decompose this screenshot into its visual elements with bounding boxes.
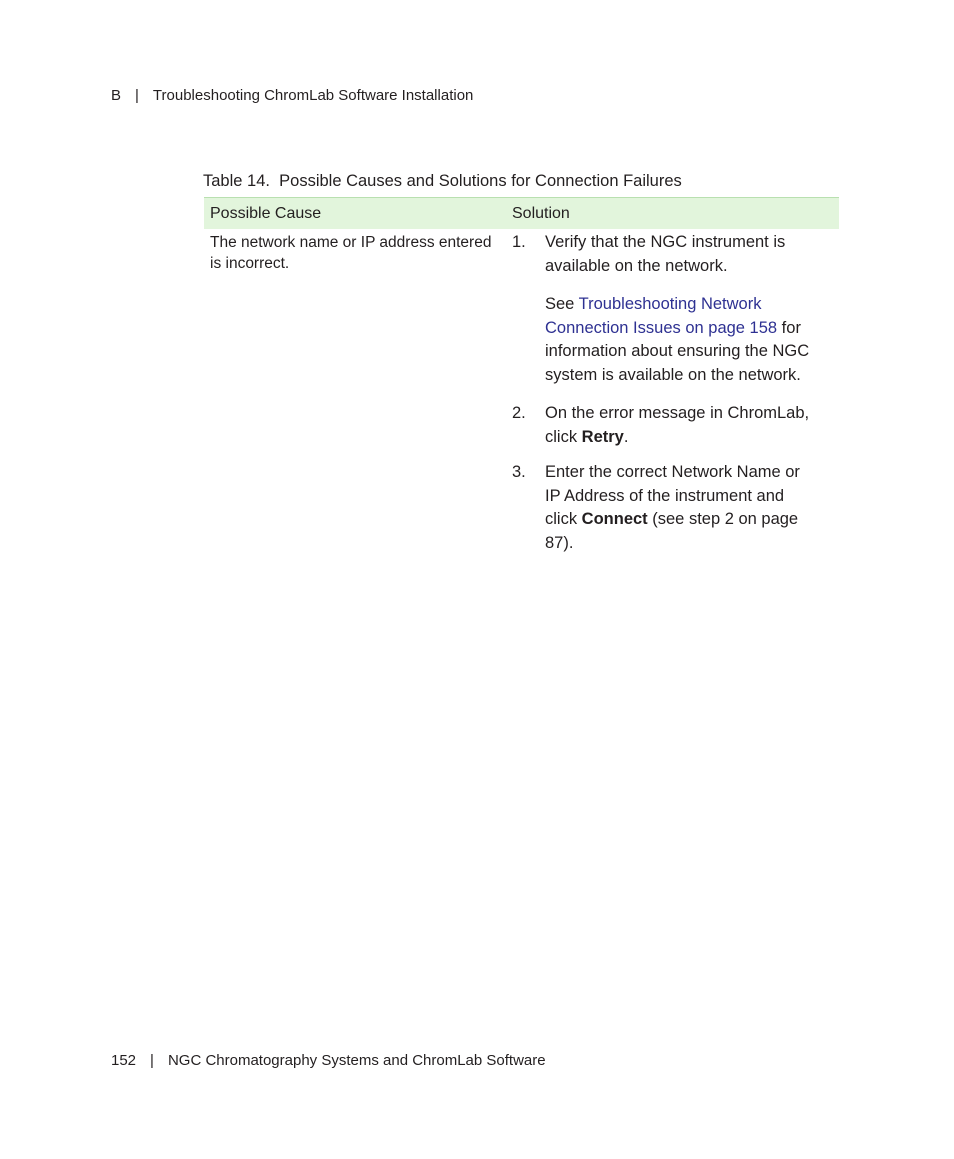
retry-ui-term: Retry <box>581 427 624 446</box>
footer-title: NGC Chromatography Systems and ChromLab Software <box>167 1052 546 1069</box>
header-separator: | <box>135 87 139 104</box>
column-header-possible-cause: Possible Cause <box>210 204 322 222</box>
solution-step-3 <box>512 461 819 555</box>
step-text-suffix: . <box>623 427 629 446</box>
header-title: Troubleshooting ChromLab Software Installation <box>152 87 474 104</box>
step-number: 3. <box>512 463 526 481</box>
table-header-row <box>204 198 839 230</box>
table-caption-title: Possible Causes and Solutions for Connection Failures <box>279 172 682 190</box>
cause-cell: The network name or IP address entered is incorrect. <box>210 234 492 272</box>
cross-reference-link[interactable]: Troubleshooting Network Connection Issues on page 158 <box>545 295 778 337</box>
running-header <box>111 87 473 105</box>
causes-solutions-table <box>204 197 839 555</box>
solution-cell <box>506 229 839 555</box>
step-note-suffix: for information about ensuring the NGC system is available on the network. <box>545 318 810 384</box>
step-text-prefix: Enter the correct Network Name or IP Address of the instrument and click <box>545 463 800 528</box>
page-number: 152 <box>111 1052 137 1069</box>
solution-step-1 <box>512 231 819 387</box>
step-text-suffix: (see step 2 on page 87). <box>545 510 799 552</box>
table-caption-number: Table 14. <box>203 172 270 190</box>
running-footer <box>111 1052 546 1070</box>
table-caption <box>203 171 682 191</box>
footer-separator: | <box>150 1052 154 1069</box>
step-text <box>545 402 819 449</box>
column-header-solution: Solution <box>512 204 570 222</box>
step-text <box>545 461 819 555</box>
table-row <box>204 229 839 555</box>
solution-step-2 <box>512 402 819 449</box>
step-note-prefix: See <box>545 295 579 313</box>
step-text: Verify that the NGC instrument is available on the network. <box>545 233 786 275</box>
connect-ui-term: Connect <box>581 510 648 528</box>
appendix-letter: B <box>111 87 122 104</box>
step-number: 1. <box>512 233 526 251</box>
step-text-prefix: On the error message in ChromLab, click <box>545 404 810 446</box>
step-note <box>545 293 819 387</box>
step-number: 2. <box>512 404 526 422</box>
